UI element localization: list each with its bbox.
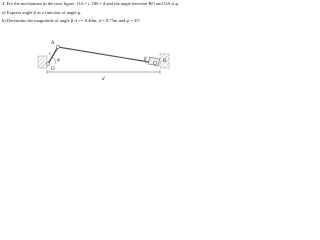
ground-block-left [38,56,47,68]
problem-statement [2,1,198,24]
point-o-label: O [51,67,55,72]
pin-o [46,62,49,65]
problem-intro: 4. For the mechanism in the next figure, OA = r, OB = d and the angle between BO and OA is φ. [2,1,180,6]
angle-beta-label: β [144,57,147,62]
pin-b [153,61,156,64]
length-r-label: r [49,52,51,57]
problem-part-b: b) Determine the magnitude of angle β if r = 0.40m, d = 0.75m and φ = 35°. [2,18,142,24]
mechanism-diagram [0,28,200,87]
length-d-label: d [102,77,105,82]
point-a-label: A [51,41,55,46]
mechanism-figure [0,28,200,87]
angle-phi-label: φ [57,58,60,63]
slider-block [148,57,159,66]
problem-part-a: a) Express angle β as a function of angle φ. [2,9,82,15]
point-b-label: B [163,59,167,64]
angle-phi-arc [52,57,56,64]
pin-a [56,45,59,48]
link-ab [58,47,155,63]
